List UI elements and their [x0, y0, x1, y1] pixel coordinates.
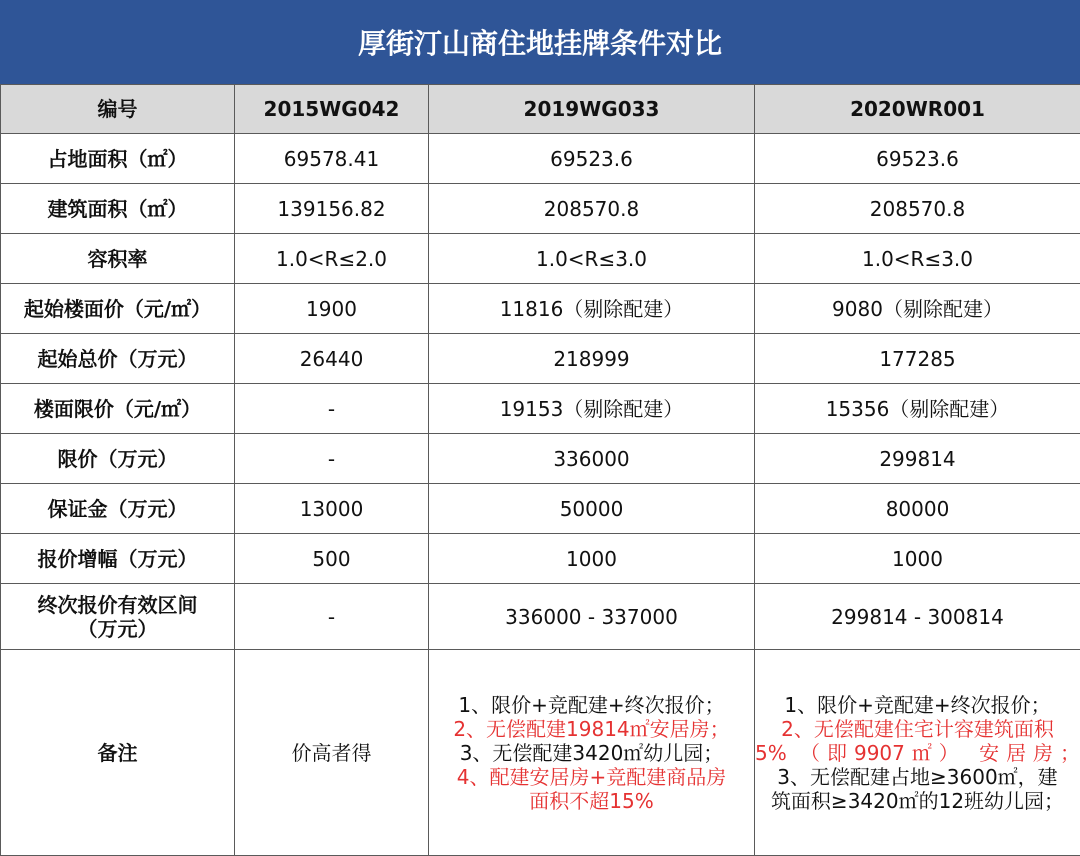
table-cell: 26440 [235, 334, 429, 384]
remark-line: 筑面积≥3420㎡的12班幼儿园； [770, 788, 1065, 813]
table-row [1, 384, 1080, 434]
table-row [1, 234, 1080, 284]
remark-line: 1、限价+竞配建+终次报价； [458, 692, 725, 717]
remarks-row [1, 650, 1080, 856]
table-cell: 177285 [755, 334, 1080, 384]
remark-line: 1、限价+竞配建+终次报价； [784, 692, 1051, 717]
remark-line-highlight: 面积不超15% [529, 788, 654, 813]
table-cell: 1000 [429, 534, 755, 584]
table-cell: - [235, 384, 429, 434]
table-row [1, 434, 1080, 484]
table-cell: 208570.8 [755, 184, 1080, 234]
table-cell: 1000 [755, 534, 1080, 584]
table-row [1, 184, 1080, 234]
row-label: 占地面积（㎡） [1, 134, 235, 184]
row-label: 限价（万元） [1, 434, 235, 484]
table-cell: 208570.8 [429, 184, 755, 234]
table-cell-highlight: 19153（剔除配建） [429, 384, 755, 434]
table-cell: 218999 [429, 334, 755, 384]
table-cell: 1900 [235, 284, 429, 334]
header-cell-2019WG033: 2019WG033 [429, 85, 755, 134]
row-label: 起始楼面价（元/㎡） [1, 284, 235, 334]
remarks-cell-2019 [429, 650, 755, 856]
row-label: 起始总价（万元） [1, 334, 235, 384]
table-cell: 13000 [235, 484, 429, 534]
table-cell: - [235, 434, 429, 484]
table-cell: 69523.6 [755, 134, 1080, 184]
table-cell: - [235, 584, 429, 650]
table-cell: 299814 [755, 434, 1080, 484]
row-label-line: 终次报价有效区间 [37, 592, 198, 617]
table-cell: 80000 [755, 484, 1080, 534]
table-row [1, 484, 1080, 534]
table-cell: 1.0<R≤2.0 [235, 234, 429, 284]
remark-line: 3、无偿配建占地≥3600㎡，建 [777, 764, 1058, 789]
table-cell: 336000 - 337000 [429, 584, 755, 650]
row-label: 楼面限价（元/㎡） [1, 384, 235, 434]
table-cell: 1.0<R≤3.0 [755, 234, 1080, 284]
row-label: 报价增幅（万元） [1, 534, 235, 584]
remark-line-highlight: 4、配建安居房+竞配建商品房 [456, 764, 727, 789]
page-title: 厚街汀山商住地挂牌条件对比 [0, 0, 1080, 84]
remarks-cell-2020 [755, 650, 1080, 856]
table-cell: 50000 [429, 484, 755, 534]
table-cell-highlight: 9080（剔除配建） [755, 284, 1080, 334]
table-row [1, 134, 1080, 184]
table-cell: 69523.6 [429, 134, 755, 184]
header-cell-2015WG042: 2015WG042 [235, 85, 429, 134]
row-label: 建筑面积（㎡） [1, 184, 235, 234]
header-row [1, 85, 1080, 134]
remark-line-highlight: 2、无偿配建住宅计容建筑面积 [781, 716, 1054, 741]
table-cell: 69578.41 [235, 134, 429, 184]
header-cell-2020WR001: 2020WR001 [755, 85, 1080, 134]
table-row [1, 534, 1080, 584]
table-cell: 299814 - 300814 [755, 584, 1080, 650]
remarks-label: 备注 [1, 650, 235, 856]
table-cell: 139156.82 [235, 184, 429, 234]
table-cell: 1.0<R≤3.0 [429, 234, 755, 284]
remark-line: 3、无偿配建3420㎡幼儿园； [459, 740, 724, 765]
row-label: 保证金（万元） [1, 484, 235, 534]
table-cell-highlight: 11816（剔除配建） [429, 284, 755, 334]
table-cell: 336000 [429, 434, 755, 484]
table-row [1, 284, 1080, 334]
table-row [1, 334, 1080, 384]
remark-line-highlight: 2、无偿配建19814㎡安居房； [453, 716, 730, 741]
remark-line-highlight: 5% （即9907㎡） 安居房； [755, 740, 1080, 765]
comparison-table [0, 84, 1080, 856]
row-label [1, 584, 235, 650]
row-label: 容积率 [1, 234, 235, 284]
remarks-cell: 价高者得 [235, 650, 429, 856]
table-cell: 500 [235, 534, 429, 584]
table-row [1, 584, 1080, 650]
header-cell-id: 编号 [1, 85, 235, 134]
row-label-line: （万元） [77, 616, 158, 641]
table-cell-highlight: 15356（剔除配建） [755, 384, 1080, 434]
